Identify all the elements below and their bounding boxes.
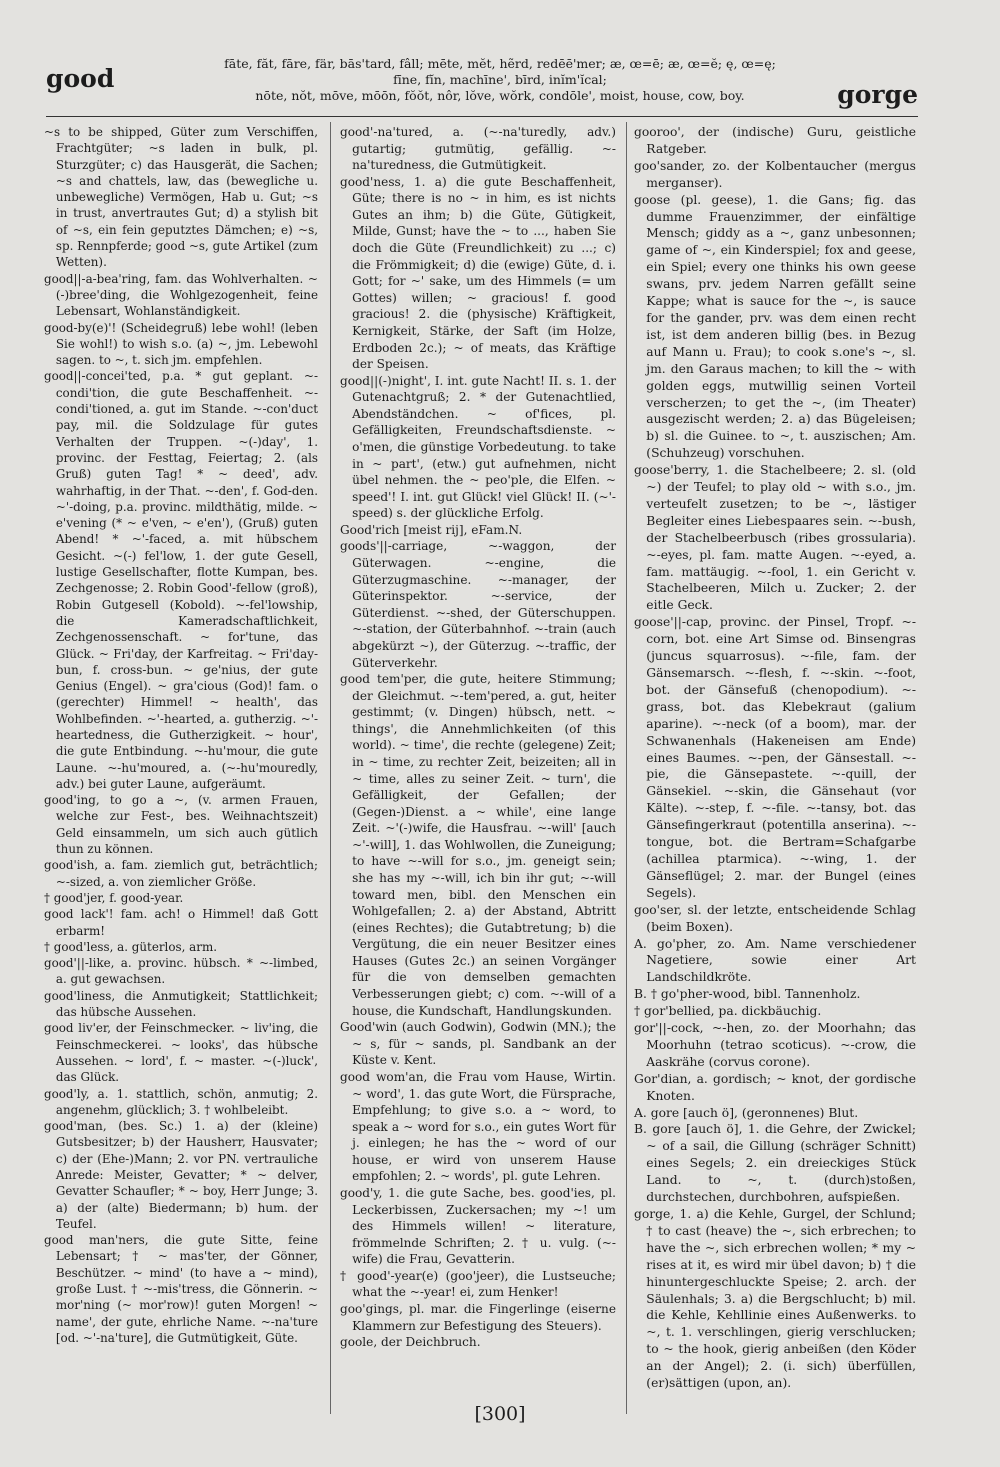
dictionary-entry: good'ish, a. fam. ziemlich gut, beträchtlich; ~-sized, a. von ziemlicher Größe. [44, 858, 318, 889]
dictionary-entry: good-by(e)'! (Scheidegruß) lebe wohl! (leben Sie wohl!) to wish s.o. (a) ~, jm. Lebewohl sagen. to ~, t. sich jm. empfehlen. [44, 320, 318, 368]
dictionary-entry: gooroo', der (indische) Guru, geistliche Ratgeber. [634, 125, 916, 156]
dictionary-entry: gor'||-cock, ~-hen, zo. der Moorhahn; das Moorhuhn (tetrao scoticus). ~-crow, die Aaskrähe (corvus corone). [634, 1021, 916, 1069]
column-divider [330, 122, 331, 1414]
dictionary-entry: goo'ser, sl. der letzte, entscheidende Schlag (beim Boxen). [634, 902, 916, 934]
running-head-left: good [46, 64, 115, 93]
dictionary-entry: good'ness, 1. a) die gute Beschaffenheit, Güte; there is no ~ in him, es ist nichts Gutes an ihm; b) die Güte, Gütigkeit, Milde, Gunst; have the ~ to ..., haben Sie doch die Güte (Freundlichkeit) zu ...; c) die Frömmigkeit; d) die (ewige) Güte, d. i. Gott; for ~' sake, um des Himmels (= um Gottes) willen; ~ gracious! f. good gracious! 2. die (physische) Kräftigkeit, Kernigkeit, Stärke, der Saft (im Holze, Erdboden 2c.); ~ of meats, das Kräftige der Speisen. [340, 174, 616, 372]
dictionary-entry: goose (pl. geese), 1. die Gans; fig. das dumme Frauenzimmer, der einfältige Mensch; giddy as a ~, ganz unbesonnen; game of ~, ein Kinderspiel; fox and geese, ein Spiel; every one thinks his own geese swans, prv. jedem Narren gefällt seine Kappe; what is sauce for the ~, is sauce for the gander, prv. was dem einen recht ist, ist dem anderen billig (bes. in Bezug auf Mann u. Frau); to cook s.one's ~, sl. jm. den Garaus machen; to kill the ~ with golden eggs, mutwillig seinen Vorteil verscherzen; to get the ~, (im Theater) ausgezischt werden; 2. a) das Bügeleisen; b) sl. die Guinee. to ~, t. auszischen; Am. (Schuhzeug) vorschuhen. [634, 192, 916, 461]
pronunciation-key-line: fāte, făt, fāre, fär, bās'tard, fâll; mēte, mĕt, hẽrd, redēē'mer; æ, œ=ē; æ, œ=ĕ; ę, œ=ę; [224, 56, 776, 71]
dictionary-entry: Gor'dian, a. gordisch; ~ knot, der gordische Knoten. [634, 1071, 916, 1103]
column-1 [44, 124, 318, 1346]
dictionary-entry: Good'win (auch Godwin), Godwin (MN.); the ~ s, für ~ sands, pl. Sandbank an der Küste v. Kent. [340, 1020, 616, 1068]
dictionary-entry: good'y, 1. die gute Sache, bes. good'ies, pl. Leckerbissen, Zuckersachen; my ~! um des Himmels willen! ~ literature, frömmelnde Schriften; 2. † u. vulg. (~-wife) die Frau, Gevatterin. [340, 1186, 616, 1267]
dictionary-entry: A. gore [auch ö], (geronnenes) Blut. [634, 1105, 859, 1120]
pronunciation-key-line: nōte, nŏt, mōve, mōōn, fŏŏt, nôr, lŏve, wŏrk, condōle', moist, house, cow, boy. [255, 88, 745, 103]
running-head-right: gorge [837, 80, 918, 109]
page-number: [300] [474, 1403, 526, 1425]
dictionary-entry: goo'sander, zo. der Kolbentaucher (mergus merganser). [634, 158, 916, 190]
dictionary-entry: † good'less, a. güterlos, arm. [44, 939, 218, 954]
dictionary-entry: good lack'! fam. ach! o Himmel! daß Gott erbarm! [44, 907, 318, 938]
dictionary-entry: goose'||-cap, provinc. der Pinsel, Tropf. ~-corn, bot. eine Art Simse od. Binsengras (juncus squarrosus). ~-file, fam. der Gänsemarsch. ~-flesh, f. ~-skin. ~-foot, bot. der Gänsefuß (chenopodium). ~-grass, bot. das Klebekraut (galium aparine). ~-neck (of a boom), mar. der Schwanenhals (Hakeneisen am Ende) eines Baumes. ~-pen, der Gänsestall. ~-pie, die Gänsepastete. ~-quill, der Gänsekiel. ~-skin, die Gänsehaut (vor Kälte). ~-step, f. ~-file. ~-tansy, bot. das Gänsefingerkraut (potentilla anserina). ~-tongue, bot. die Bertram=Schafgarbe (achillea ptarmica). ~-wing, 1. der Gänseflügel; 2. mar. der Bungel (eines Segels). [634, 615, 916, 900]
dictionary-entry: goo'gings, pl. mar. die Fingerlinge (eiserne Klammern zur Befestigung des Steuers). [340, 1302, 616, 1333]
column-3 [634, 124, 916, 1392]
dictionary-entry: good'man, (bes. Sc.) 1. a) der (kleine) Gutsbesitzer; b) der Hausherr, Hausvater; c) der (Ehe-)Mann; 2. vor PN. vertrauliche Anrede: Meister, Gevatter; * ~ delver, Gevatter Schaufler; * ~ boy, Herr Junge; 3. a) der (alte) Biedermann; b) hum. der Teufel. [44, 1119, 318, 1231]
dictionary-entry: good'||-like, a. provinc. hübsch. * ~-limbed, a. gut gewachsen. [44, 956, 318, 987]
dictionary-entry: goose'berry, 1. die Stachelbeere; 2. sl. (old ~) der Teufel; to play old ~ with s.o., jm. verteufelt zusetzen; to be ~, lästiger Begleiter eines Liebespaares sein. ~-bush, der Stachelbeerbusch (ribes grossularia). ~-eyes, pl. fam. matte Augen. ~-eyed, a. fam. mattäugig. ~-fool, 1. ein Gericht v. Stachelbeeren, Milch u. Zucker; 2. der eitle Geck. [634, 463, 916, 613]
header-rule [46, 116, 918, 117]
dictionary-entry: good liv'er, der Feinschmecker. ~ liv'ing, die Feinschmeckerei. ~ looks', das hübsche Aussehen. ~ lord', f. ~ master. ~(-)luck', das Glück. [44, 1021, 318, 1085]
dictionary-entry: good||(-)night', I. int. gute Nacht! II. s. 1. der Gutenachtgruß; 2. * der Gutenachtlied, Abendständchen. ~ of'fices, pl. Gefälligkeiten, Freundschaftsdienste. ~ o'men, die günstige Vorbedeutung. to take in ~ part', (etw.) gut aufnehmen, nicht übel nehmen. the ~ peo'ple, die Elfen. ~ speed'! I. int. gut Glück! viel Glück! II. (~'-speed) s. der glückliche Erfolg. [340, 373, 616, 521]
dictionary-entry: gorge, 1. a) die Kehle, Gurgel, der Schlund; † to cast (heave) the ~, sich erbrechen; to have the ~, sich erbrechen wollen; * my ~ rises at it, es wird mir übel davon; b) † die hinuntergeschluckte Speise; 2. arch. der Säulenhals; 3. a) die Bergschlucht; b) mil. die Kehle, Kehllinie eines Außenwerks. to ~, t. 1. verschlingen, gierig verschlucken; to ~ the hook, gierig anbeißen (den Köder an der Angel); 2. (i. sich) überfüllen, (er)sättigen (upon, an). [634, 1207, 916, 1391]
dictionary-entry: Good'rich [meist rij], eFam.N. [340, 522, 523, 537]
dictionary-entry: good man'ners, die gute Sitte, feine Lebensart; † ~ mas'ter, der Gönner, Beschützer. ~ mind' (to have a ~ mind), große Lust. † ~-mis'tress, die Gönnerin. ~ mor'ning (~ mor'row)! guten Morgen! ~ name', der gute, ehrliche Name. ~-na'ture [od. ~'-na'ture], die Gutmütigkeit, Güte. [44, 1233, 318, 1345]
pronunciation-key [215, 56, 785, 104]
dictionary-entry: B. † go'pher-wood, bibl. Tannenholz. [634, 987, 861, 1002]
dictionary-entry: A. go'pher, zo. Am. Name verschiedener Nagetiere, sowie einer Art Landschildkröte. [634, 936, 916, 985]
column-divider [626, 122, 627, 1414]
dictionary-entry: good||-concei'ted, p.a. * gut geplant. ~-condi'tion, die gute Beschaffenheit. ~-condi'tioned, a. gut im Stande. ~-con'duct pay, mil. die Soldzulage für gutes Verhalten der Truppen. ~(-)day', 1. provinc. der Festtag, Feiertag; 2. (als Gruß) guten Tag! * ~ deed', adv. wahrhaftig, in der That. ~-den', f. God-den. ~'-doing, p.a. provinc. mildthätig, milde. ~ e'vening (* ~ e'ven, ~ e'en'), (Gruß) guten Abend! * ~'-faced, a. mit hübschem Gesicht. ~(-) fel'low, 1. der gute Gesell, lustige Gesellschafter, flotte Kumpan, bes. Zechgenosse; 2. Robin Good'-fellow (groß), Robin Gutgesell (Kobold). ~-fel'lowship, die Kameradschaftlichkeit, Zechgenossenschaft. ~ for'tune, das Glück. ~ Fri'day, der Karfreitag. ~ Fri'day-bun, f. cross-bun. ~ ge'nius, der gute Genius (Engel). ~ gra'cious (God)! fam. o (gerechter) Himmel! ~ health', das Wohlbefinden. ~'-hearted, a. gutherzig. ~'-heartedness, die Gutherzigkeit. ~ hour', die gute Entbindung. ~-hu'mour, die gute Laune. ~-hu'moured, a. (~-hu'mouredly, adv.) bei guter Laune, aufgeräumt. [44, 369, 318, 791]
dictionary-entry: good tem'per, die gute, heitere Stimmung; der Gleichmut. ~-tem'pered, a. gut, heiter gestimmt; (v. Dingen) hübsch, nett. ~ things', die Annehmlichkeiten (of this world). ~ time', die rechte (gelegene) Zeit; in ~ time, zu rechter Zeit, beizeiten; all in ~ time, alles zu seiner Zeit. ~ turn', die Gefälligkeit, der Gefallen; der (Gegen-)Dienst. a ~ while', eine lange Zeit. ~'(-)wife, die Hausfrau. ~-will' [auch ~'-will], 1. das Wohlwollen, die Zuneigung; to have ~-will for s.o., jm. geneigt sein; she has my ~-will, ich bin ihr gut; ~-will toward men, bibl. den Menschen ein Wohlgefallen; 2. a) der Abstand, Abtritt (eines Rechtes); die Gutabtretung; b) die Vergütung, die ein neuer Besitzer eines Hauses (Gutes 2c.) an seinen Vorgänger für die von demselben gemachten Verbesserungen giebt; c) com. ~-will of a house, die Kundschaft, Handlungskunden. [340, 672, 616, 1018]
dictionary-entry: † good'-year(e) (goo'jeer), die Lustseuche; what the ~-year! ei, zum Henker! [340, 1268, 616, 1300]
dictionary-entry: good'ing, to go a ~, (v. armen Frauen, welche zur Fest-, bes. Weihnachtszeit) Geld einsammeln, um sich auch gütlich thun zu können. [44, 793, 318, 857]
dictionary-entry: † good'jer, f. good-year. [44, 890, 184, 905]
pronunciation-key-line: fīne, fĭn, machīne', bīrd, inĭm'ĭcal; [393, 72, 607, 87]
dictionary-entry: good'ly, a. 1. stattlich, schön, anmutig; 2. angenehm, glücklich; 3. † wohlbeleibt. [44, 1086, 318, 1117]
dictionary-entry: goole, der Deichbruch. [340, 1335, 481, 1350]
dictionary-entry: good||-a-bea'ring, fam. das Wohlverhalten. ~(-)bree'ding, die Wohlgezogenheit, feine Lebensart, Wohlanständigkeit. [44, 271, 318, 319]
dictionary-entry: ~s to be shipped, Güter zum Verschiffen, Frachtgüter; ~s laden in bulk, pl. Sturzgüter; c) das Hausgerät, die Sachen; ~s and chattels, law, das (bewegliche u. unbewegliche) Vermögen, Hab u. Gut; ~s in trust, anvertrautes Gut; d) a stylish bit of ~s, ein fein geputztes Dämchen; e) ~s, sp. Rennpferde; good ~s, gute Artikel (zum Wetten). [44, 125, 318, 270]
dictionary-entry: good'-na'tured, a. (~-na'turedly, adv.) gutartig; gutmütig, gefällig. ~-na'turedness, die Gutmütigkeit. [340, 125, 616, 173]
dictionary-entry: goods'||-carriage, ~-waggon, der Güterwagen. ~-engine, die Güterzugmaschine. ~-manager, der Güterinspektor. ~-service, der Güterdienst. ~-shed, der Güterschuppen. ~-station, der Güterbahnhof. ~-train (auch abgekürzt ~), der Güterzug. ~-traffic, der Güterverkehr. [340, 539, 616, 670]
dictionary-entry: good wom'an, die Frau vom Hause, Wirtin. ~ word', 1. das gute Wort, die Fürsprache, Empfehlung; to give s.o. a ~ word, to speak a ~ word for s.o., ein gutes Wort für j. einlegen; he has the ~ word of our house, er wird von unserem Hause empfohlen; 2. ~ words', pl. gute Lehren. [340, 1069, 616, 1184]
dictionary-entry: good'liness, die Anmutigkeit; Stattlichkeit; das hübsche Aussehen. [44, 988, 318, 1020]
column-2 [340, 124, 616, 1351]
dictionary-entry: † gor'bellied, pa. dickbäuchig. [634, 1004, 822, 1019]
dictionary-entry: B. gore [auch ö], 1. die Gehre, der Zwickel; ~ of a sail, die Gillung (schräger Schnitt) eines Segels; 2. ein dreieckiges Stück Land. to ~, t. (durch)stoßen, durchstechen, durchbohren, aufspießen. [634, 1122, 916, 1205]
